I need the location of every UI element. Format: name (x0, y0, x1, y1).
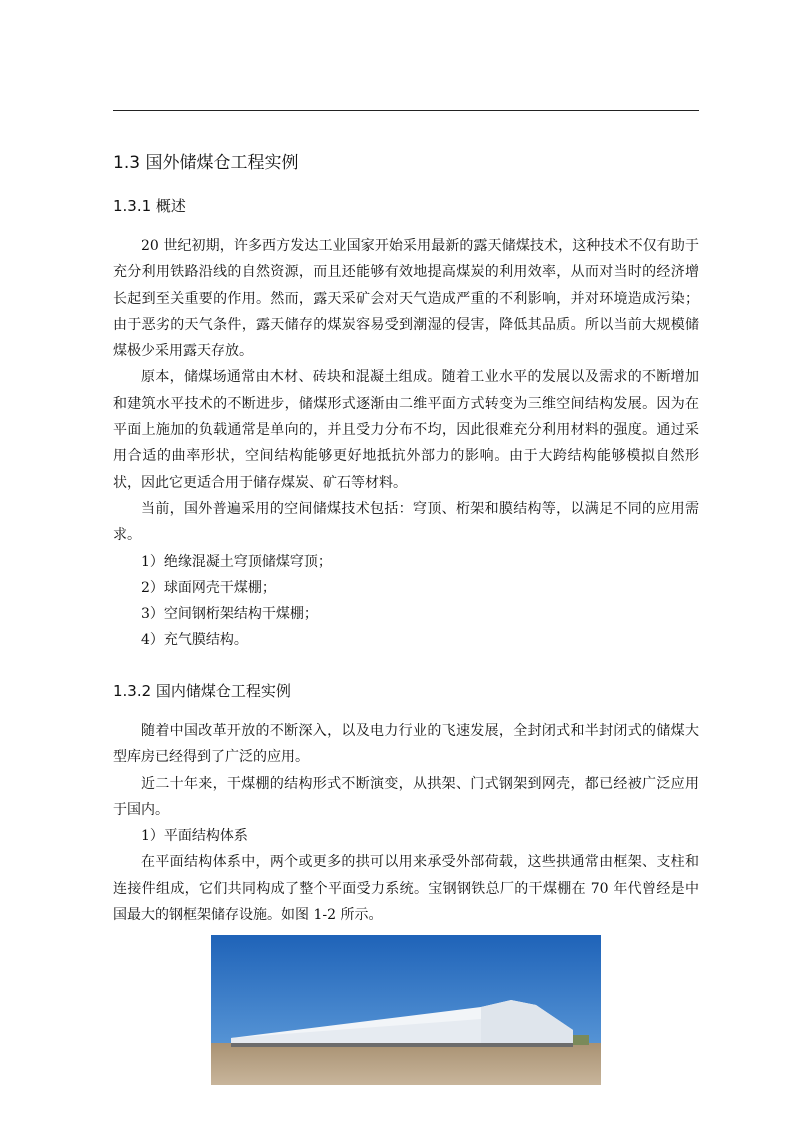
overview-body (113, 233, 699, 654)
list-item: 4）充气膜结构。 (141, 632, 248, 649)
domestic-body (113, 718, 699, 928)
ground (211, 1043, 601, 1085)
list-item: 2）球面网壳干煤棚； (141, 579, 276, 596)
paragraph: 在平面结构体系中，两个或更多的拱可以用来承受外部荷载，这些拱通常由框架、支柱和连接件组成，它们共同构成了整个平面受力系统。宝钢钢铁总厂的干煤棚在 70 年代曾经是中国最大的钢框架储存设施。如图 1-2 所示。 (113, 854, 699, 924)
paragraph: 当前，国外普遍采用的空间储煤技术包括：穹顶、桁架和膜结构等，以满足不同的应用需求。 (113, 500, 699, 544)
paragraph: 随着中国改革开放的不断深入，以及电力行业的飞速发展，全封闭式和半封闭式的储煤大型库房已经得到了广泛的应用。 (113, 723, 699, 766)
list-item: 3）空间钢桁架结构干煤棚； (141, 606, 318, 623)
paragraph: 近二十年来，干煤棚的结构形式不断演变，从拱架、门式钢架到网壳，都已经被广泛应用于国内。 (113, 775, 699, 818)
list-item: 1）绝缘混凝土穹顶储煤穹顶； (141, 553, 332, 570)
list-item: 1）平面结构体系 (141, 828, 248, 845)
shrubs (573, 1035, 589, 1045)
subsection-heading-domestic: 1.3.2 国内储煤仓工程实例 (113, 682, 291, 700)
shed-base (231, 1043, 573, 1047)
coal-shed-photo (211, 935, 601, 1085)
paragraph: 20 世纪初期，许多西方发达工业国家开始采用最新的露天储煤技术，这种技术不仅有助于充分利用铁路沿线的自然资源，而且还能够有效地提高煤炭的利用效率，从而对当时的经济增长起到至关重要的作用。然而，露天采矿会对天气造成严重的不利影响，并对环境造成污染；由于恶劣的天气条件，露天储存的煤炭容易受到潮湿的侵害，降低其品质。所以当前大规模储煤极少采用露天存放。 (113, 238, 699, 360)
section-heading: 1.3 国外储煤仓工程实例 (113, 153, 299, 173)
header-rule (113, 110, 699, 111)
paragraph: 原本，储煤场通常由木材、砖块和混凝土组成。随着工业水平的发展以及需求的不断增加和建筑水平技术的不断进步，储煤形式逐渐由二维平面方式转变为三维空间结构发展。因为在平面上施加的负载通常是单向的，并且受力分布不均，因此很难充分利用材料的强度。通过采用合适的曲率形状，空间结构能够更好地抵抗外部力的影响。由于大跨结构能够模拟自然形状，因此它更适合用于储存煤炭、矿石等材料。 (113, 369, 699, 491)
coal-shed-illustration (211, 935, 601, 1085)
subsection-heading-overview: 1.3.1 概述 (113, 197, 186, 215)
